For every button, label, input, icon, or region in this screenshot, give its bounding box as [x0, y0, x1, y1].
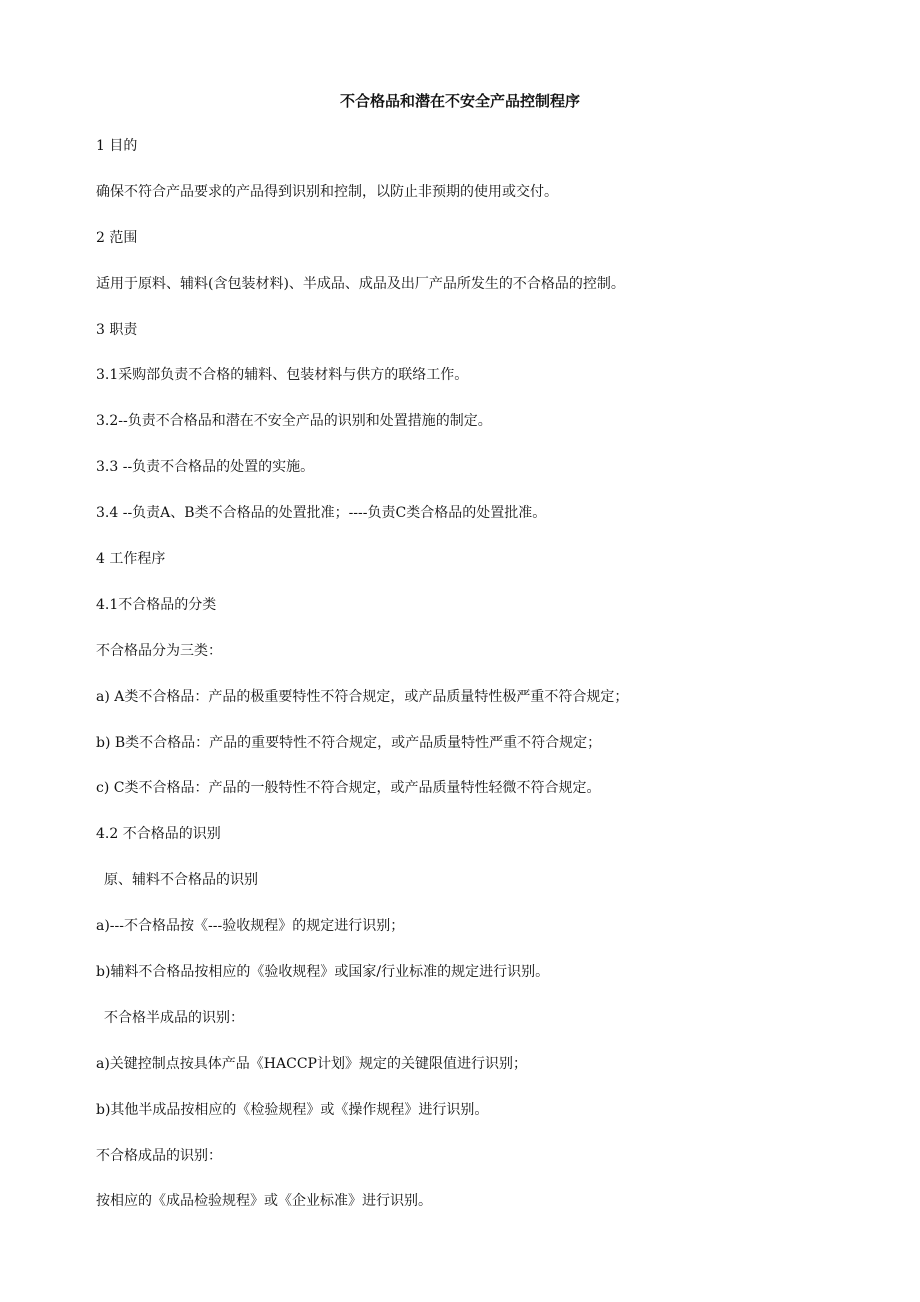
- heading-4-procedure: 4 工作程序: [96, 551, 166, 568]
- heading-1-purpose: 1 目的: [96, 138, 138, 154]
- purpose-text: 确保不符合产品要求的产品得到识别和控制，以防止非预期的使用或交付。: [96, 183, 558, 200]
- class-b-item: b) B类不合格品：产品的重要特性不符合规定，或产品质量特性严重不符合规定；: [96, 734, 602, 751]
- document-title: 不合格品和潜在不安全产品控制程序: [339, 92, 580, 110]
- finished-product-subheading: 不合格成品的识别：: [96, 1147, 222, 1164]
- heading-4-1-classification: 4.1不合格品的分类: [96, 596, 217, 613]
- heading-3-responsibilities: 3 职责: [96, 321, 138, 338]
- responsibility-3-4: 3.4 --负责A、B类不合格品的处置批准；----负责C类合格品的处置批准。: [96, 505, 547, 522]
- responsibility-3-2: 3.2--负责不合格品和潜在不安全产品的识别和处置措施的制定。: [96, 413, 492, 430]
- scope-text: 适用于原料、辅料(含包装材料)、半成品、成品及出厂产品所发生的不合格品的控制。: [96, 275, 625, 292]
- raw-material-item-a: a)---不合格品按《---验收规程》的规定进行识别；: [96, 918, 405, 935]
- semi-finished-subheading: 不合格半成品的识别：: [104, 1009, 244, 1026]
- semi-finished-item-b: b)其他半成品按相应的《检验规程》或《操作规程》进行识别。: [96, 1101, 489, 1118]
- finished-product-text: 按相应的《成品检验规程》或《企业标准》进行识别。: [96, 1193, 432, 1210]
- raw-material-item-b: b)辅料不合格品按相应的《验收规程》或国家/行业标准的规定进行识别。: [96, 964, 550, 981]
- class-a-item: a) A类不合格品：产品的极重要特性不符合规定，或产品质量特性极严重不符合规定；: [96, 688, 629, 705]
- raw-material-subheading: 原、辅料不合格品的识别: [104, 872, 258, 889]
- class-c-item: c) C类不合格品：产品的一般特性不符合规定，或产品质量特性轻微不符合规定。: [96, 780, 601, 797]
- heading-2-scope: 2 范围: [96, 229, 138, 246]
- classification-intro: 不合格品分为三类：: [96, 642, 222, 659]
- responsibility-3-1: 3.1采购部负责不合格的辅料、包装材料与供方的联络工作。: [96, 367, 469, 384]
- responsibility-3-3: 3.3 --负责不合格品的处置的实施。: [96, 459, 315, 476]
- heading-4-2-identification: 4.2 不合格品的识别: [96, 826, 221, 843]
- semi-finished-item-a: a)关键控制点按具体产品《HACCP计划》规定的关键限值进行识别；: [96, 1055, 527, 1072]
- document-body: [96, 133, 856, 1234]
